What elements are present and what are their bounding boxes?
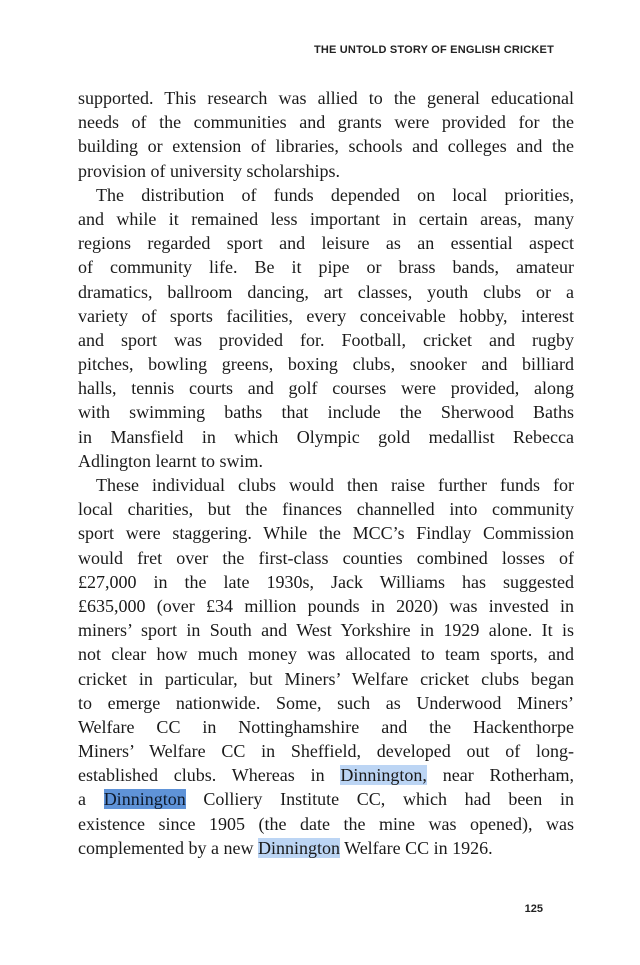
text-line xyxy=(78,812,574,836)
text-line: The distribution of funds depended on local priorities, xyxy=(96,184,574,205)
text-line: regions regarded sport and leisure as an essential aspect xyxy=(78,233,574,254)
text-line: building or extension of libraries, schools and colleges and the xyxy=(78,136,574,157)
text-line: Welfare CC in Nottinghamshire and the Hackenthorpe xyxy=(78,716,574,737)
text-run: existence since 1905 (the date the mine was opened), was xyxy=(78,813,574,834)
text-line: £27,000 in the late 1930s, Jack Williams has suggested xyxy=(78,571,574,592)
text-line: would fret over the first-class counties combined losses of xyxy=(78,547,574,568)
text-line: in Mansfield in which Olympic gold medallist Rebecca xyxy=(78,426,574,447)
text-run: Colliery Institute CC, which had been in xyxy=(185,789,574,810)
page-body-text xyxy=(78,86,574,860)
text-run: a xyxy=(78,789,104,810)
text-run: Welfare CC in 1926. xyxy=(339,837,493,858)
text-line: and sport was provided for. Football, cricket and rugby xyxy=(78,329,574,350)
text-line: needs of the communities and grants were provided for the xyxy=(78,112,574,133)
text-run: established clubs. Whereas in xyxy=(78,765,341,786)
selected-search-match-highlight[interactable]: Dinnington xyxy=(103,789,186,810)
search-match-highlight[interactable]: Dinnington, xyxy=(340,765,427,786)
text-line: not clear how much money was allocated to team sports, and xyxy=(78,644,574,665)
text-line: with swimming baths that include the Sherwood Baths xyxy=(78,402,574,423)
text-line: dramatics, ballroom dancing, art classes, youth clubs or a xyxy=(78,281,574,302)
text-line: supported. This research was allied to the general educational xyxy=(78,88,574,108)
text-line xyxy=(78,763,574,787)
text-line xyxy=(78,787,574,811)
text-line: These individual clubs would then raise further funds for xyxy=(96,475,574,495)
text-line: halls, tennis courts and golf courses were provided, along xyxy=(78,378,574,399)
text-run: complemented by a new xyxy=(78,837,258,858)
text-line: cricket in particular, but Miners’ Welfare cricket clubs began xyxy=(78,668,574,689)
text-line: sport were staggering. While the MCC’s Findlay Commission xyxy=(78,523,574,544)
text-line: provision of university scholarships. xyxy=(78,160,340,181)
text-line: Adlington learnt to swim. xyxy=(78,450,263,471)
text-line: and while it remained less important in certain areas, many xyxy=(78,208,574,229)
running-head-title: THE UNTOLD STORY OF ENGLISH CRICKET xyxy=(313,44,554,56)
search-match-highlight[interactable]: Dinnington xyxy=(257,837,340,858)
text-line xyxy=(78,836,574,860)
text-line: to emerge nationwide. Some, such as Underwood Miners’ xyxy=(78,692,574,713)
text-line: of community life. Be it pipe or brass bands, amateur xyxy=(78,257,574,278)
text-line: miners’ sport in South and West Yorkshire in 1929 alone. It is xyxy=(78,620,574,641)
text-line: £635,000 (over £34 million pounds in 2020) was invested in xyxy=(78,595,574,616)
text-line: variety of sports facilities, every conceivable hobby, interest xyxy=(78,305,574,326)
text-line: Miners’ Welfare CC in Sheffield, developed out of long- xyxy=(78,741,574,762)
text-line: pitches, bowling greens, boxing clubs, snooker and billiard xyxy=(78,354,574,375)
page-number: 125 xyxy=(524,903,543,915)
text-run: near Rotherham, xyxy=(426,765,574,786)
text-line: local charities, but the finances channelled into community xyxy=(78,499,574,520)
